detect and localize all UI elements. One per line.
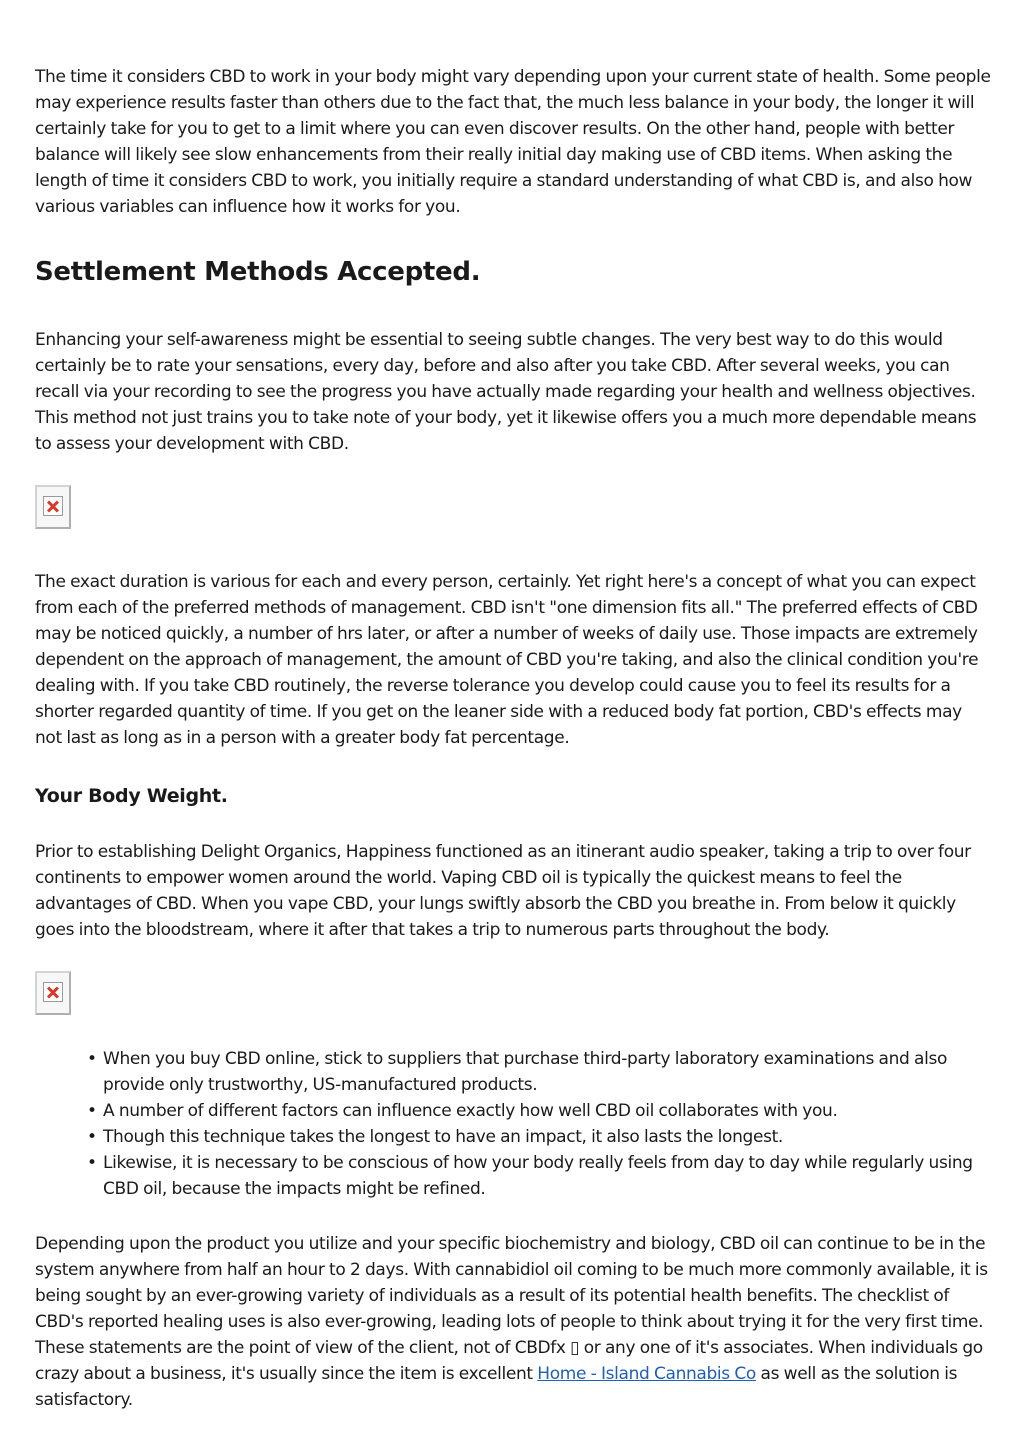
close-icon [43,496,63,516]
home-island-cannabis-link[interactable]: Home - Island Cannabis Co [537,1364,756,1384]
paragraph-self-awareness: Enhancing your self-awareness might be essential to seeing subtle changes. The very best way to do this would certainly be to rate your sensations, every day, before and also after you take CBD. After several weeks, you can recall via your recording to see the progress you have actually made regarding your health and wellness objectives. This method not just trains you to take note of your body, yet it likewise offers you a much more dependable means to assess your development with CBD. [35,330,977,454]
paragraph-exact-duration: The exact duration is various for each and every person, certainly. Yet right here's a concept of what you can expect from each of the preferred methods of management. CBD isn't "one dimension fits all." The preferred effects of CBD may be noticed quickly, a number of hrs later, or after a number of weeks of daily use. Those impacts are extremely dependent on the approach of management, the amount of CBD you're taking, and also the clinical condition you're dealing with. If you take CBD routinely, the reverse tolerance you develop could cause you to feel its results for a shorter regarded quantity of time. If you get on the leaner side with a reduced body fat portion, CBD's effects may not last as long as in a person with a greater body fat percentage. [35,572,979,748]
list-item: • Likewise, it is necessary to be conscious of how your body really feels from day to day while regularly using CBD oil, because the impacts might be refined. [103,1150,991,1202]
paragraph-delight-organics: Prior to establishing Delight Organics, Happiness functioned as an itinerant audio speaker, taking a trip to over four continents to empower women around the world. Vaping CBD oil is typically the quickest means to feel the advantages of CBD. When you vape CBD, your lungs swiftly absorb the CBD you breathe in. From below it quickly goes into the bloodstream, where it after that takes a trip to numerous parts throughout the body. [35,842,971,940]
heading-settlement-methods: Settlement Methods Accepted. [35,257,481,287]
list-item: • A number of different factors can influence exactly how well CBD oil collaborates with you. [103,1098,991,1124]
heading-body-weight: Your Body Weight. [35,785,228,807]
list-item: • Though this technique takes the longest to have an impact, it also lasts the longest. [103,1124,991,1150]
bullet-list [35,1046,991,1202]
broken-image-icon [35,485,71,529]
paragraph-text: as well as the solution is satisfactory. [35,1364,958,1410]
list-item: • When you buy CBD online, stick to suppliers that purchase third-party laboratory examinations and also provide only trustworthy, US-manufactured products. [103,1046,991,1098]
article-body [35,64,991,1413]
paragraph-depending-product [35,1231,991,1413]
broken-image-icon [35,971,71,1015]
close-icon [43,982,63,1002]
paragraph-text: Depending upon the product you utilize and your specific biochemistry and biology, CBD oil can continue to be in the system anywhere from half an hour to 2 days. With cannabidiol oil coming to be much more commonly available, it is being sought by an ever-growing variety of individuals as a result of its potential health benefits. The checklist of CBD's reported healing uses is also ever-growing, leading lots of people to think about trying it for the very first time. These statements are the point of view of the client, not of CBDfx ▯ or any one of it's associates. When individuals go crazy about a business, it's usually since the item is excellent [35,1234,988,1384]
paragraph-cbd-time: The time it considers CBD to work in your body might vary depending upon your current state of health. Some people may experience results faster than others due to the fact that, the much less balance in your body, the longer it will certainly take for you to get to a limit where you can even discover results. On the other hand, people with better balance will likely see slow enhancements from their really initial day making use of CBD items. When asking the length of time it considers CBD to work, you initially require a standard understanding of what CBD is, and also how various variables can influence how it works for you. [35,67,991,217]
